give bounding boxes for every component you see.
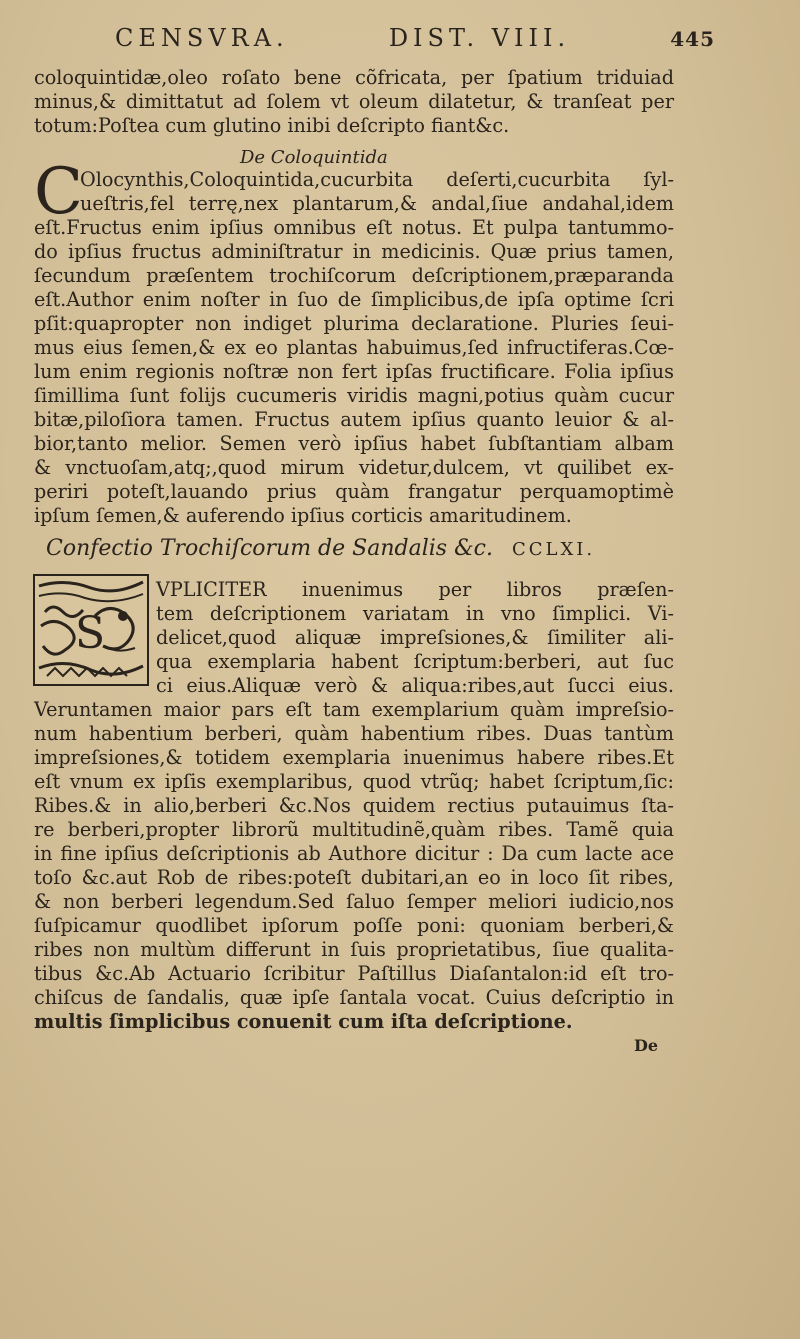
section-title: Confectio Trochiſcorum de Sandalis &c. — [46, 536, 493, 561]
text-line: qua exemplaria habent ſcriptum:berberi, aut ſuc — [156, 650, 674, 673]
text-line: eſt vnum ex ipſis exemplaribus, quod vtrũq; habet ſcriptum,ſic: — [34, 770, 674, 793]
text-line: & non berberi legendum.Sed ſaluo ſemper meliori iudicio,nos — [34, 890, 674, 913]
text-line: VPLICITER inuenimus per libros præſen- — [156, 578, 674, 601]
text-line: bitæ,piloſiora tamen. Fructus autem ipſius quanto leuior & al- — [34, 408, 674, 431]
text-line: ipſum ſemen,& auferendo ipſius corticis amaritudinem. — [34, 504, 572, 527]
text-line: eſt.Author enim noſter in ſuo de ſimplicibus,de ipſa optime ſcri — [34, 288, 674, 311]
distinction-label: DIST. VIII. — [388, 24, 571, 52]
text-line: in fine ipſius deſcriptionis ab Authore dicitur : Da cum lacte ace — [34, 842, 674, 865]
text-line: Ribes.& in alio,berberi &c.Nos quidem rectius putauimus ſta- — [34, 794, 674, 817]
text-line: periri poteſt,lauando prius quàm frangatur perquamoptimè — [34, 480, 674, 503]
page-number: 445 — [670, 27, 715, 51]
text-line: bior,tanto melior. Semen verò ipſius habet ſubſtantiam albam — [34, 432, 674, 455]
drop-capital: C — [34, 155, 83, 229]
text-line: multis ſimplicibus conuenit cum iſta deſcriptione. — [34, 1010, 573, 1033]
text-line: Veruntamen maior pars eſt tam exemplarium quàm impreſsio- — [34, 698, 674, 721]
subheading: De Coloquintida — [240, 147, 388, 168]
running-header — [115, 24, 715, 54]
text-line: ci eius.Aliquæ verò & aliqua:ribes,aut ſucci eius. — [156, 674, 674, 697]
text-line: lum enim regionis noſtræ non fert ipſas fructificare. Folia ipſius — [34, 360, 674, 383]
text-line: re berberi,propter librorũ multitudinẽ,quàm ribes. Tamẽ quia — [34, 818, 674, 841]
text-line: tem deſcriptionem variatam in vno ſimplici. Vi- — [156, 602, 674, 625]
text-line: impreſsiones,& totidem exemplaria inuenimus habere ribes.Et — [34, 746, 674, 769]
text-line: minus,& dimittatut ad ſolem vt oleum dilatetur, & tranſeat per — [34, 90, 674, 113]
text-line: num habentium berberi, quàm habentium ribes. Duas tantùm — [34, 722, 674, 745]
text-line: ribes non multùm differunt in ſuis proprietatibus, ſiue qualita- — [34, 938, 674, 961]
section-number: CCLXI. — [511, 539, 596, 560]
woodcut-illustration — [35, 576, 147, 684]
text-line: delicet,quod aliquæ impreſsiones,& ſimiliter ali- — [156, 626, 674, 649]
text-line: ueſtris,fel terrę,nex plantarum,& andal,ſiue andahal,idem — [80, 192, 674, 215]
catchword: De — [634, 1036, 659, 1055]
text-line: & vnctuoſam,atq;,quod mirum videtur,dulcem, vt quilibet ex- — [34, 456, 674, 479]
woodcut-letter: S — [75, 608, 106, 659]
text-line: tibus &c.Ab Actuario ſcribitur Paſtillus Diaſantalon:id eſt tro- — [34, 962, 674, 985]
text-line: pſit:quapropter non indiget plurima declaratione. Pluries ſeui- — [34, 312, 674, 335]
running-title: CENSVRA. — [115, 24, 289, 52]
text-line: do ipſius fructus adminiſtratur in medicinis. Quæ prius tamen, — [34, 240, 674, 263]
text-line: mus eius ſemen,& ex eo plantas habuimus,ſed infructiferas.Cœ- — [34, 336, 674, 359]
text-line: coloquintidæ,oleo roſato bene cõfricata, per ſpatium triduiad — [34, 66, 674, 89]
text-line: eſt.Fructus enim ipſius omnibus eſt notus. Et pulpa tantummo- — [34, 216, 674, 239]
section-heading — [46, 536, 666, 561]
text-line: ſimillima ſunt folijs cucumeris viridis magni,potius quàm cucur — [34, 384, 674, 407]
text-line: ſecundum præſentem trochiſcorum deſcriptionem,præparanda — [34, 264, 674, 287]
woodcut-initial — [33, 574, 149, 686]
text-line: totum:Poſtea cum glutino inibi deſcripto fiant&c. — [34, 114, 510, 137]
text-line: ſuſpicamur quodlibet ipſorum poſſe poni: quoniam berberi,& — [34, 914, 674, 937]
text-line: Olocynthis,Coloquintida,cucurbita deſerti,cucurbita ſyl- — [80, 168, 674, 191]
text-line: toſo &c.aut Rob de ribes:poteſt dubitari,an eo in loco ſit ribes, — [34, 866, 674, 889]
text-line: chiſcus de ſandalis, quæ ipſe ſantala vocat. Cuius deſcriptio in — [34, 986, 674, 1009]
